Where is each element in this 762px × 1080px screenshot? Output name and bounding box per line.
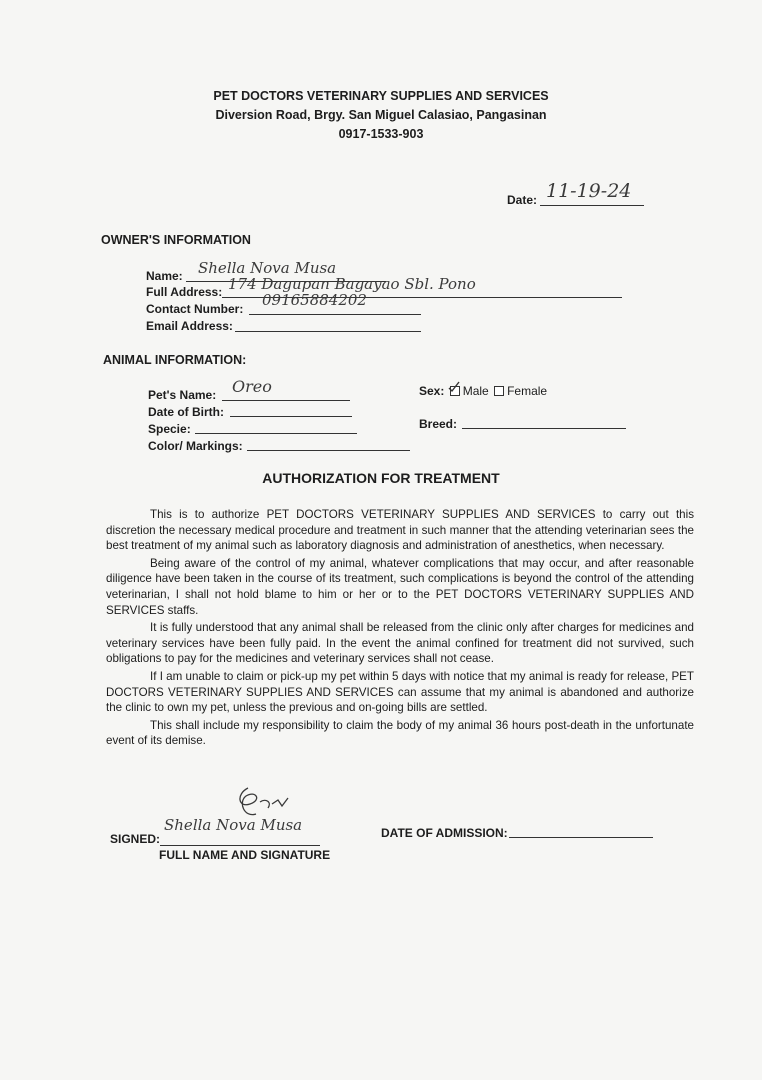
signature-caption: FULL NAME AND SIGNATURE bbox=[159, 848, 331, 862]
owner-address-label: Full Address: bbox=[146, 285, 223, 299]
owner-name-value: Shella Nova Musa bbox=[198, 259, 337, 277]
pet-name-value: Oreo bbox=[232, 377, 272, 396]
authorization-body bbox=[106, 507, 694, 751]
female-label: Female bbox=[507, 384, 548, 398]
date-value: 11-19-24 bbox=[546, 180, 632, 202]
clinic-address: Diversion Road, Brgy. San Miguel Calasiao, Pangasinan bbox=[215, 108, 547, 122]
specie-label: Specie: bbox=[148, 422, 191, 436]
owner-contact-line bbox=[249, 314, 421, 315]
authorization-paragraph: If I am unable to claim or pick-up my pet within 5 days with notice that my animal is ready for release, PET DOCTORS VETERINARY SUPPLIES AND SERVICES can assume that my animal is abandoned and authorize the clinic to own my pet, unless the previous and on-going bills are settled. bbox=[106, 669, 694, 715]
date-of-admission-label: DATE OF ADMISSION: bbox=[381, 826, 508, 840]
pet-name-line bbox=[222, 400, 350, 401]
authorization-paragraph: This shall include my responsibility to claim the body of my animal 36 hours post-death in the unfortunate event of its demise. bbox=[106, 718, 694, 748]
date-line bbox=[540, 205, 644, 206]
owner-email-line bbox=[235, 331, 421, 332]
owner-contact-label: Contact Number: bbox=[146, 302, 244, 316]
color-markings-label: Color/ Markings: bbox=[148, 439, 243, 453]
authorization-title: AUTHORIZATION FOR TREATMENT bbox=[262, 470, 500, 486]
pet-name-label: Pet's Name: bbox=[148, 388, 217, 402]
sex-label: Sex: bbox=[419, 384, 445, 398]
signature-line bbox=[160, 845, 320, 846]
male-label: Male bbox=[462, 384, 489, 398]
authorization-paragraph: This is to authorize PET DOCTORS VETERINARY SUPPLIES AND SERVICES to carry out this discretion the necessary medical procedure and treatment in such manner that the attending veterinarian sees the best treatment of my animal such as laboratory diagnosis and administration of anesthetics, when necessary. bbox=[106, 508, 694, 553]
dob-label: Date of Birth: bbox=[148, 405, 224, 419]
dob-line bbox=[230, 416, 352, 417]
date-label: Date: bbox=[507, 193, 538, 207]
date-of-admission-line bbox=[509, 837, 653, 838]
owner-address-value: 174 Dagupan Bagayao Sbl. Pono bbox=[228, 275, 476, 293]
breed-line bbox=[462, 428, 626, 429]
female-checkbox[interactable] bbox=[494, 386, 504, 396]
animal-heading: ANIMAL INFORMATION: bbox=[103, 353, 247, 367]
male-check-mark-icon bbox=[447, 380, 461, 394]
owner-email-label: Email Address: bbox=[146, 319, 233, 333]
breed-label: Breed: bbox=[419, 417, 458, 431]
color-markings-line bbox=[247, 450, 410, 451]
clinic-phone: 0917-1533-903 bbox=[338, 127, 424, 141]
owner-heading: OWNER'S INFORMATION bbox=[101, 233, 251, 247]
signed-label: SIGNED: bbox=[110, 832, 161, 846]
owner-contact-value: 09165884202 bbox=[262, 291, 367, 309]
clinic-name: PET DOCTORS VETERINARY SUPPLIES AND SERVICES bbox=[213, 89, 549, 103]
specie-line bbox=[195, 433, 357, 434]
authorization-paragraph: It is fully understood that any animal shall be released from the clinic only after charges for medicines and veterinary services have been fully paid. In the event the animal confined for treatment did not survived, such obligations to pay for the medicines and veterinary services shall not cease. bbox=[106, 621, 694, 666]
authorization-paragraph: Being aware of the control of my animal, whatever complications that may occur, and after reasonable diligence have been taken in the course of its treatment, such complications is beyond the control of the attending veterinarian, I shall not hold blame to him or her or to the PET DOCTORS VETERINARY SUPPLIES AND SERVICES staffs. bbox=[106, 556, 694, 617]
owner-name-label: Name: bbox=[146, 269, 183, 283]
signed-name-value: Shella Nova Musa bbox=[164, 816, 303, 834]
sex-field bbox=[419, 384, 547, 398]
